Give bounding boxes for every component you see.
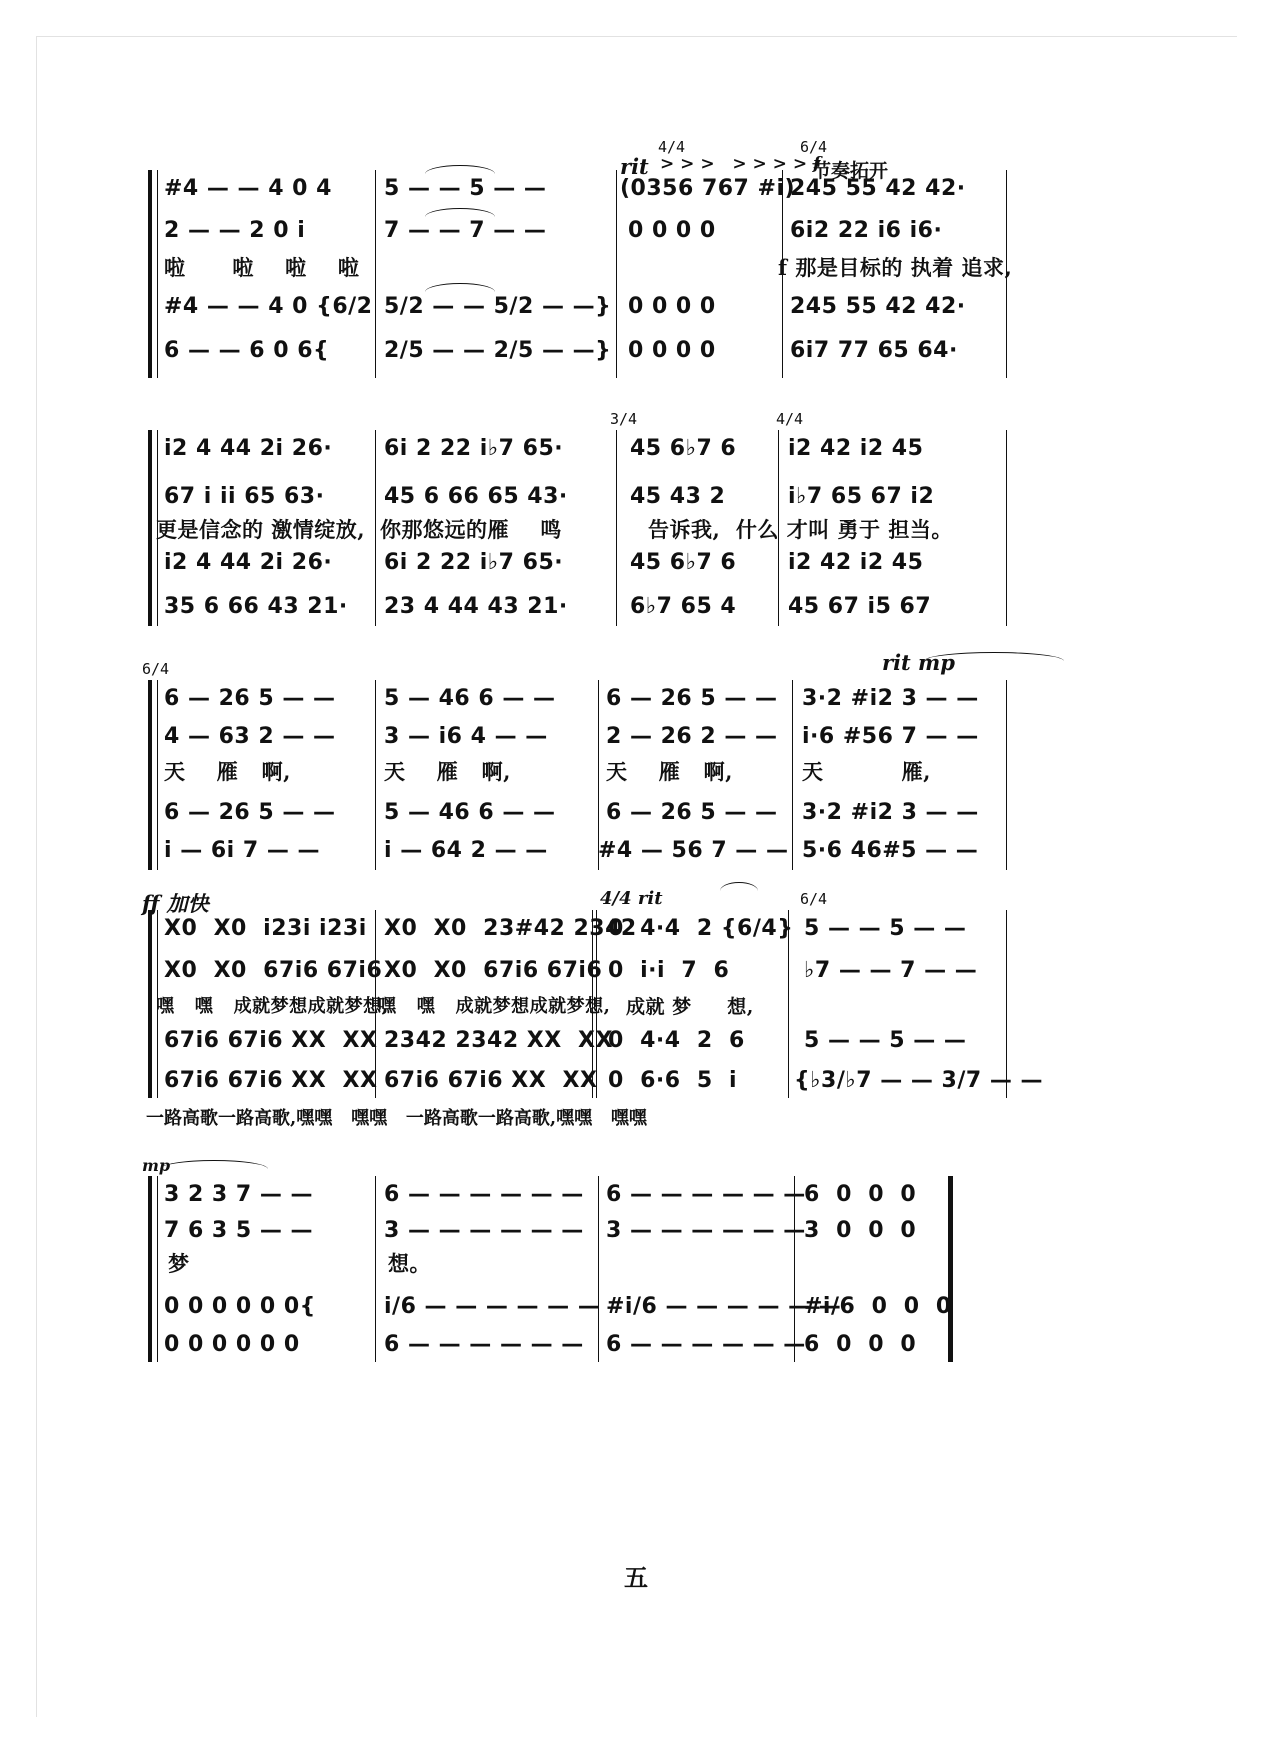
measure: 6i 2 22 i♭7 65· (384, 435, 564, 461)
measure: ♭7 — — 7 — — (804, 957, 978, 983)
measure: 2/5 — — 2/5 — —} (384, 337, 612, 363)
measure: 3 2 3 7 — — (164, 1181, 314, 1207)
measure: 6 — — — — — — (606, 1181, 806, 1207)
measure: #4 — — 4 0 4 (164, 175, 332, 201)
lyric-text: 天 雁 啊, (606, 759, 733, 784)
measure: 6i7 77 65 64· (790, 337, 958, 363)
measure: 4 — 63 2 — — (164, 723, 336, 749)
lyric-text: 嘿 嘿 成就梦想成就梦想, (378, 996, 611, 1017)
measure: 23 4 44 43 21· (384, 593, 568, 619)
staff-row-alto (148, 212, 1133, 248)
measure: X0 X0 i23i i23i (164, 915, 367, 941)
system-3 (148, 680, 1133, 870)
measure: 67 i ii 65 63· (164, 483, 325, 509)
measure: i♭7 65 67 i2 (788, 483, 935, 509)
system-1 (148, 170, 1133, 378)
measure: 6 — 26 5 — — (606, 799, 778, 825)
measure: 6 — 26 5 — — (164, 685, 336, 711)
measure: 6♭7 65 4 (630, 593, 737, 619)
measure: #4 — 56 7 — — (598, 837, 789, 863)
measure: 45 43 2 (630, 483, 726, 509)
staff-row-bass (148, 1062, 1133, 1098)
staff-row-bass (148, 832, 1133, 868)
time-signature: 6/4 (800, 138, 828, 156)
tempo-mark: 4/4 rit (600, 888, 663, 909)
lyric-line (148, 1248, 1133, 1278)
measure: i2 4 44 2i 26· (164, 549, 333, 575)
dynamic-mark: mp (142, 1156, 171, 1175)
measure: (0356 767 #i) (620, 175, 796, 201)
measure: 67i6 67i6 XX XX (164, 1067, 378, 1093)
tempo-mark: rit (620, 154, 649, 179)
measure: 3 — — — — — — (384, 1217, 584, 1243)
measure: 45 67 i5 67 (788, 593, 932, 619)
measure: 67i6 67i6 XX XX (384, 1067, 598, 1093)
measure: X0 X0 67i6 67i6 (164, 957, 383, 983)
measure: #i/6 — — — — — — (606, 1293, 842, 1319)
lyric-line (148, 252, 1133, 282)
staff-row-soprano (148, 680, 1133, 716)
measure: 3·2 #i2 3 — — (802, 799, 979, 825)
measure: 6 0 0 0 (804, 1181, 917, 1207)
staff-row-soprano (148, 430, 1133, 466)
staff-row-alto (148, 1212, 1133, 1248)
lyric-text: 天 雁 啊, (384, 759, 511, 784)
measure: {♭3/♭7 — — 3/7 — — (794, 1067, 1044, 1093)
lyric-text: 你那悠远的雁 鸣 (380, 517, 562, 542)
measure: 5·6 46#5 — — (802, 837, 979, 863)
measure: 0 0 0 0 (628, 337, 716, 363)
measure: 5 — 46 6 — — (384, 799, 556, 825)
time-signature: 6/4 (142, 660, 170, 678)
lyric-text: 成就 梦 想, (626, 995, 754, 1018)
measure: 6i2 22 i6 i6· (790, 217, 943, 243)
measure: 35 6 66 43 21· (164, 593, 348, 619)
measure: 0 0 0 0 (628, 217, 716, 243)
measure: X0 X0 67i6 67i6 (384, 957, 603, 983)
staff-row-tenor (148, 1022, 1133, 1058)
measure: 2 — — 2 0 i (164, 217, 306, 243)
measure: 3·2 #i2 3 — — (802, 685, 979, 711)
lyric-text: 啦 啦 啦 啦 (164, 255, 360, 280)
measure: 6 — — — — — — (606, 1331, 806, 1357)
lyric-line (148, 990, 1133, 1020)
staff-row-soprano (148, 1176, 1133, 1212)
system-4 (148, 910, 1133, 1098)
system-5 (148, 1176, 1133, 1362)
measure: 3 0 0 0 (804, 1217, 917, 1243)
measure: 0 0 0 0 0 0 (164, 1331, 300, 1357)
measure: #4 — — 4 0 {6/2 (164, 293, 373, 319)
measure: 6 — 26 5 — — (164, 799, 336, 825)
page-number: 五 (624, 1563, 648, 1592)
measure: 0 0 0 0 0 0{ (164, 1293, 316, 1319)
lyric-text: f 那是目标的 执着 追求, (778, 255, 1013, 280)
measure: i — 64 2 — — (384, 837, 548, 863)
lyric-line (148, 756, 1133, 786)
staff-row-alto (148, 718, 1133, 754)
measure: 7 6 3 5 — — (164, 1217, 314, 1243)
staff-row-bass (148, 332, 1133, 368)
lyric-text-lower: 一路高歌一路高歌,嘿嘿 嘿嘿 一路高歌一路高歌,嘿嘿 嘿嘿 (146, 1108, 647, 1129)
measure: i — 6i 7 — — (164, 837, 320, 863)
lyric-text: 嘿 嘿 成就梦想成就梦想, (156, 996, 389, 1017)
lyric-line (148, 514, 1133, 544)
measure: i2 42 i2 45 (788, 435, 924, 461)
measure: 0 4·4 2 6 (608, 1027, 745, 1053)
measure: 6i 2 22 i♭7 65· (384, 549, 564, 575)
time-signature: 4/4 (776, 410, 804, 428)
tempo-mark: rit mp (882, 650, 955, 675)
lyric-text: 天 雁, (802, 759, 931, 784)
staff-row-tenor (148, 1288, 1133, 1324)
measure: 6 — 26 5 — — (606, 685, 778, 711)
measure: 6 — — 6 0 6{ (164, 337, 330, 363)
measure: #i/6 0 0 0 (804, 1293, 952, 1319)
measure: 3 — i6 4 — — (384, 723, 548, 749)
staff-row-tenor (148, 794, 1133, 830)
system-2 (148, 430, 1133, 626)
measure: 6 0 0 0 (804, 1331, 917, 1357)
measure: 245 55 42 42· (790, 175, 966, 201)
measure: 5/2 — — 5/2 — —} (384, 293, 612, 319)
measure: 45 6♭7 6 (630, 435, 737, 461)
measure: 2342 2342 XX XX (384, 1027, 613, 1053)
staff-row-alto (148, 478, 1133, 514)
lyric-text: 天 雁 啊, (164, 759, 291, 784)
measure: 0 0 0 0 (628, 293, 716, 319)
measure: 2 — 26 2 — — (606, 723, 778, 749)
measure: 5 — 46 6 — — (384, 685, 556, 711)
measure: X0 X0 23#42 2342 (384, 915, 637, 941)
measure: 67i6 67i6 XX XX (164, 1027, 378, 1053)
staff-row-bass (148, 588, 1133, 624)
measure: 0 4·4 2 {6/4} (608, 915, 794, 941)
measure: 5 — — 5 — — (804, 1027, 967, 1053)
lyric-text: 梦 (168, 1251, 190, 1276)
lyric-text: 更是信念的 激情绽放, (156, 517, 366, 542)
measure: 6 — — — — — — (384, 1181, 584, 1207)
staff-row-tenor (148, 288, 1133, 324)
measure: 5 — — 5 — — (384, 175, 547, 201)
measure: 245 55 42 42· (790, 293, 966, 319)
measure: 0 6·6 5 i (608, 1067, 738, 1093)
measure: 45 6♭7 6 (630, 549, 737, 575)
time-signature: 4/4 (658, 138, 686, 156)
measure: 45 6 66 65 43· (384, 483, 568, 509)
lyric-text: 告诉我, 什么 才叫 勇于 担当。 (648, 517, 953, 542)
accent-marks: > > > > > > > f (660, 154, 821, 174)
lyric-text: 想。 (388, 1251, 431, 1276)
measure: 7 — — 7 — — (384, 217, 547, 243)
staff-row-soprano (148, 910, 1133, 946)
staff-row-bass (148, 1326, 1133, 1362)
measure: 0 i·i 7 6 (608, 957, 730, 983)
measure: 6 — — — — — — (384, 1331, 584, 1357)
measure: i2 4 44 2i 26· (164, 435, 333, 461)
staff-row-alto (148, 952, 1133, 988)
measure: 3 — — — — — — (606, 1217, 806, 1243)
measure: i·6 #56 7 — — (802, 723, 979, 749)
measure: i/6 — — — — — — (384, 1293, 601, 1319)
expression-text: 节奏拓开 (812, 160, 889, 182)
dynamic-mark: ff 加快 (142, 891, 209, 916)
time-signature: 3/4 (610, 410, 638, 428)
time-signature: 6/4 (800, 890, 828, 908)
measure: 5 — — 5 — — (804, 915, 967, 941)
measure: i2 42 i2 45 (788, 549, 924, 575)
staff-row-tenor (148, 544, 1133, 580)
